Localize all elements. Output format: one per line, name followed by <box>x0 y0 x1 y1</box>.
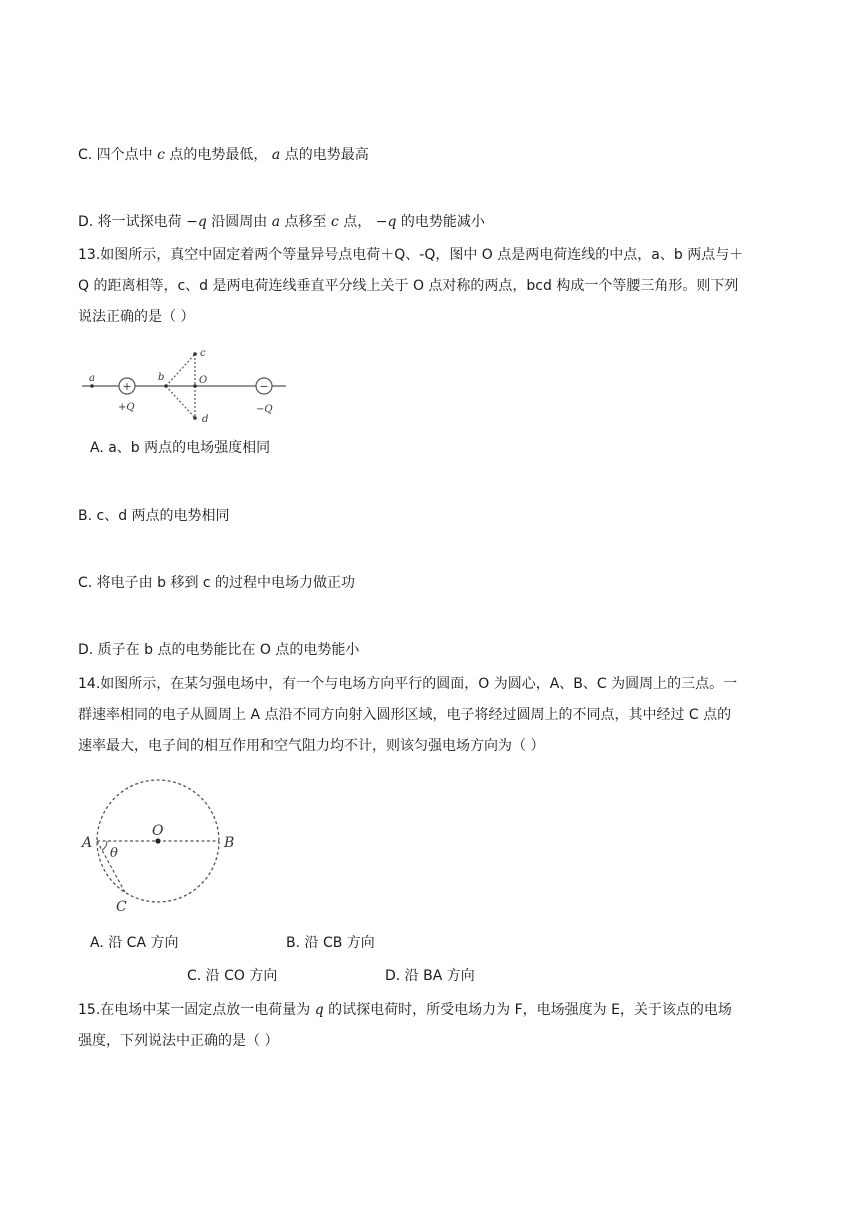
label-minus-q: −Q <box>256 404 273 415</box>
text: 点移至 <box>280 214 332 230</box>
label-a: a <box>89 373 95 384</box>
point-b-dot <box>164 384 168 388</box>
q13-option-d: D. 质子在 b 点的电势能比在 O 点的电势能小 <box>78 642 360 658</box>
text: 的电势能减小 <box>396 214 485 230</box>
q13-stem-line: 说法正确的是（ ） <box>78 309 195 325</box>
label-theta: θ <box>110 846 118 861</box>
text: C. 四个点中 <box>78 147 158 163</box>
segment-bc <box>166 354 195 386</box>
math-var: −q <box>375 214 397 230</box>
q12-option-c <box>78 145 369 165</box>
q14-option-d: D. 沿 BA 方向 <box>385 968 475 984</box>
q14-option-b: B. 沿 CB 方向 <box>286 935 375 951</box>
math-var: a <box>271 214 281 230</box>
q14-stem <box>78 669 782 762</box>
q14-stem-line: 群速率相同的电子从圆周上 A 点沿不同方向射入圆形区域，电子将经过圆周上的不同点，其中经过 C 点的 <box>78 707 732 723</box>
q14-figure <box>78 775 248 920</box>
q14-stem-line: 14.如图所示，在某匀强电场中，有一个与电场方向平行的圆面，O 为圆心，A、B、C 为圆周上的三点。一 <box>78 676 738 692</box>
label-d: d <box>202 414 209 425</box>
label-b: b <box>158 372 165 383</box>
q14-option-c: C. 沿 CO 方向 <box>187 968 278 984</box>
math-var: a <box>271 147 281 163</box>
text: D. 将一试探电荷 <box>78 214 187 230</box>
text: 点的电势最低， <box>164 147 272 163</box>
text: 沿圆周由 <box>206 214 272 230</box>
q12-option-d <box>78 212 485 232</box>
label-b: B <box>224 835 235 851</box>
text: 15.在电场中某一固定点放一电荷量为 <box>78 1002 315 1018</box>
q13-option-a: A. a、b 两点的电场强度相同 <box>90 440 271 456</box>
math-var: c <box>157 147 165 163</box>
text: 点的电势最高 <box>280 147 369 163</box>
q13-stem-line: Q 的距离相等，c、d 是两电荷连线垂直平分线上关于 O 点对称的两点，bcd 构成一个等腰三角形。则下列 <box>78 278 739 294</box>
q13-figure <box>78 342 293 427</box>
positive-charge-sign: + <box>122 380 132 393</box>
q15-stem-line2: 强度，下列说法中正确的是（ ） <box>78 1033 279 1049</box>
q13-option-b: B. c、d 两点的电势相同 <box>78 508 230 524</box>
theta-arc <box>102 841 107 850</box>
q14-stem-line: 速率最大，电子间的相互作用和空气阻力均不计，则该匀强电场方向为（ ） <box>78 738 545 754</box>
math-var: c <box>331 214 339 230</box>
center-o-dot <box>155 838 160 843</box>
q15-stem-line1 <box>78 1000 732 1020</box>
q13-stem <box>78 240 782 333</box>
math-var: −q <box>186 214 207 230</box>
negative-charge-sign: − <box>259 380 269 393</box>
text: 的试探电荷时，所受电场力为 F，电场强度为 E，关于该点的电场 <box>323 1002 732 1018</box>
q13-option-c: C. 将电子由 b 移到 c 的过程中电场力做正功 <box>78 575 356 591</box>
point-d-dot <box>193 416 197 420</box>
point-c-dot <box>193 352 197 356</box>
math-var: q <box>314 1002 324 1018</box>
label-o: O <box>199 375 208 386</box>
segment-bd <box>166 386 195 418</box>
q14-option-a: A. 沿 CA 方向 <box>90 935 179 951</box>
q13-stem-line: 13.如图所示，真空中固定着两个等量异号点电荷＋Q、-Q，图中 O 点是两电荷连线的中点，a、b 两点与＋ <box>78 247 744 263</box>
point-o-dot <box>193 384 197 388</box>
label-plus-q: +Q <box>118 402 135 413</box>
point-a-dot <box>90 384 94 388</box>
text: 点， <box>338 214 376 230</box>
label-c: c <box>200 348 206 359</box>
label-o: O <box>152 823 164 839</box>
label-c: C <box>116 899 127 915</box>
label-a: A <box>82 835 93 851</box>
